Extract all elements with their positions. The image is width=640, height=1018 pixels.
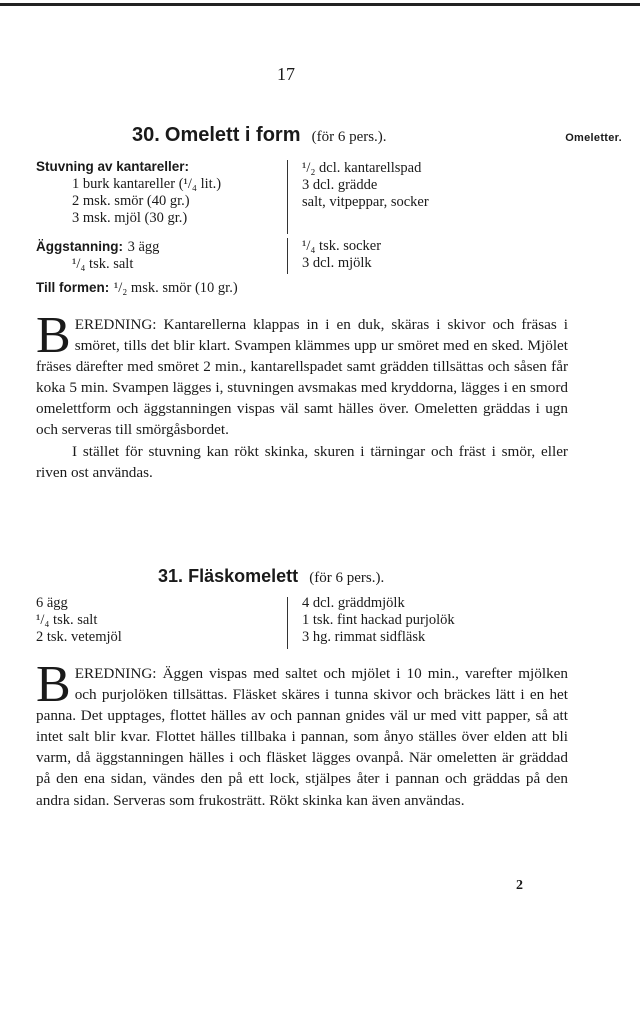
signature-mark: 2	[516, 878, 523, 893]
recipe-31-number: 31.	[158, 566, 184, 586]
instructions-text: EREDNING: Kantarellerna klappas in i en duk, skäras i skivor och fräsas i smöret, tills det blir klart. Svampen klämmes upp ur smöret med en sked. Mjölet fräses därefter med smöret 2 min., kantarellspadet samt grädden tillsättas och såsen får koka 5 min. Svampen lägges i, stuvningen avsmakas med kryddorna, lägges i en smord omelettform och äggstanningen vispas väl samt hälles över. Omeletten gräddas i ugn och serveras till smörgåsbordet.	[36, 316, 568, 439]
section-label: Omeletter.	[565, 132, 622, 144]
ingredient-line: 6 ägg	[36, 595, 68, 611]
ingredient-line: 3 msk. mjöl (30 gr.)	[72, 210, 188, 226]
recipe-30-number: 30.	[132, 124, 160, 146]
stuvning-left-list	[72, 176, 221, 227]
recipe-31-left-list	[36, 595, 122, 646]
ingredient-line: 3 ägg	[127, 239, 160, 255]
ingredient-line: 4 dcl. gräddmjölk	[302, 595, 405, 611]
ingredient-line: 1 tsk. fint hackad purjolök	[302, 612, 455, 628]
ingredient-line: ¹/₄ tsk. socker	[302, 238, 382, 254]
ingredient-line: 3 dcl. grädde	[302, 177, 378, 193]
ingredient-line: 2 tsk. vetemjöl	[36, 629, 122, 645]
ingredient-line: 1 burk kantareller (¹/₄ lit.)	[72, 176, 222, 192]
recipe-30-servings: (för 6 pers.).	[311, 129, 387, 145]
recipe-30-note: I stället för stuvning kan rökt skinka, skuren i tärningar och fräst i smör, eller riven ost användas.	[36, 442, 568, 481]
ingredient-line: 3 hg. rimmat sidfläsk	[302, 629, 426, 645]
aggstanning-right-list	[302, 238, 381, 272]
aggstanning-label: Äggstanning:	[36, 239, 123, 254]
stuvning-right-list	[302, 160, 429, 211]
page-top-edge	[0, 3, 640, 6]
formen-label: Till formen:	[36, 280, 110, 295]
column-divider	[287, 597, 288, 649]
drop-cap: B	[36, 656, 71, 713]
stuvning-block	[36, 158, 189, 176]
recipe-31-right-list	[302, 595, 455, 646]
ingredient-line: 2 msk. smör (40 gr.)	[72, 193, 190, 209]
column-divider	[287, 160, 288, 234]
aggstanning-block	[36, 238, 159, 256]
ingredient-line: 3 dcl. mjölk	[302, 255, 372, 271]
aggstanning-left-list	[72, 256, 133, 273]
recipe-31-header	[158, 566, 384, 587]
formen-block	[36, 279, 238, 297]
instructions-text: EREDNING: Äggen vispas med saltet och mjölet i 10 min., varefter mjölken och purjolöken tillsättas. Fläsket skäres i tunna skivor och bräckes lätt i en het panna. Det upptages, flottet hälles av och pannan gnides väl ur med vitt papper, så att intet salt blir kvar. Flottet hälles tillbaka i pannan, som ånyo ställes över elden att bli varm, då äggstanningen hälles i och fläsket lägges ovanpå. När omeletten är gräddad på den ena sidan, vändes den på ett lock, stjälpes åter i pannan och gräddas på den andra sidan. Serveras som frukosträtt. Rökt skinka kan även användas.	[36, 665, 568, 809]
ingredient-line: salt, vitpeppar, socker	[302, 194, 429, 210]
page-number: 17	[277, 64, 295, 84]
recipe-31-instructions	[36, 656, 568, 811]
drop-cap: B	[36, 307, 71, 364]
column-divider	[287, 238, 288, 274]
ingredient-line: ¹/₄ tsk. salt	[36, 612, 98, 628]
recipe-31-servings: (för 6 pers.).	[309, 570, 385, 586]
stuvning-label: Stuvning av kantareller:	[36, 159, 190, 174]
recipe-30-instructions	[36, 307, 568, 483]
ingredient-line: ¹/₂ dcl. kantarellspad	[302, 160, 422, 176]
ingredient-line: ¹/₄ tsk. salt	[72, 256, 134, 272]
recipe-30-title: Omelett i form	[164, 124, 301, 146]
ingredient-line: ¹/₂ msk. smör (10 gr.)	[113, 280, 238, 296]
recipe-30-header	[132, 124, 387, 147]
recipe-31-title: Fläskomelett	[188, 566, 299, 586]
